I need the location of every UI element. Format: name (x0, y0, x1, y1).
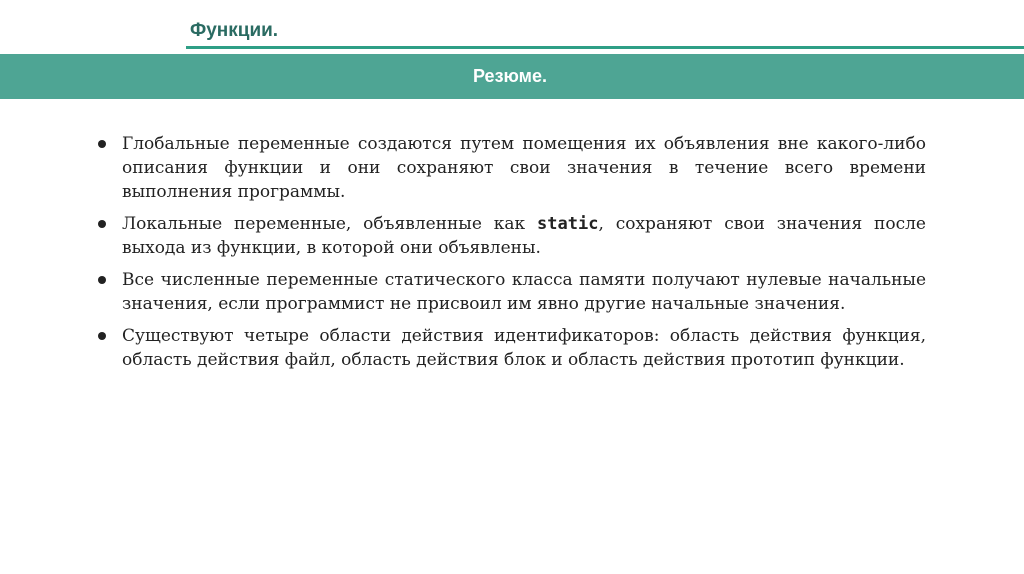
header-divider (186, 46, 1024, 49)
summary-list (96, 132, 926, 380)
summary-text: Все численные переменные статического класса памяти получают нулевые начальные значения, если программист не присвоил им явно другие начальные значения. (122, 270, 926, 314)
summary-text: Глобальные переменные создаются путем помещения их объявления вне какого-либо описания функции и они сохраняют свои значения в течение всего времени выполнения программы. (122, 134, 926, 202)
keyword-static: static (537, 214, 599, 234)
summary-item (96, 324, 926, 372)
section-banner (0, 54, 1024, 99)
summary-text-after: , сохраняют свои значения после выхода из функции, в которой они объявлены. (122, 214, 926, 258)
bullet-icon (98, 332, 106, 340)
summary-item (96, 268, 926, 316)
bullet-icon (98, 276, 106, 284)
section-title: Резюме. (473, 66, 547, 86)
summary-text: Существуют четыре области действия идентификаторов: область действия функция, область действия файл, область действия блок и область действия прототип функции. (122, 326, 926, 370)
slide-header-title: Функции. (190, 20, 279, 41)
summary-text-before: Локальные переменные, объявленные как (122, 214, 538, 234)
bullet-icon (98, 220, 106, 228)
summary-item (96, 132, 926, 204)
bullet-icon (98, 140, 106, 148)
summary-item (96, 212, 926, 260)
